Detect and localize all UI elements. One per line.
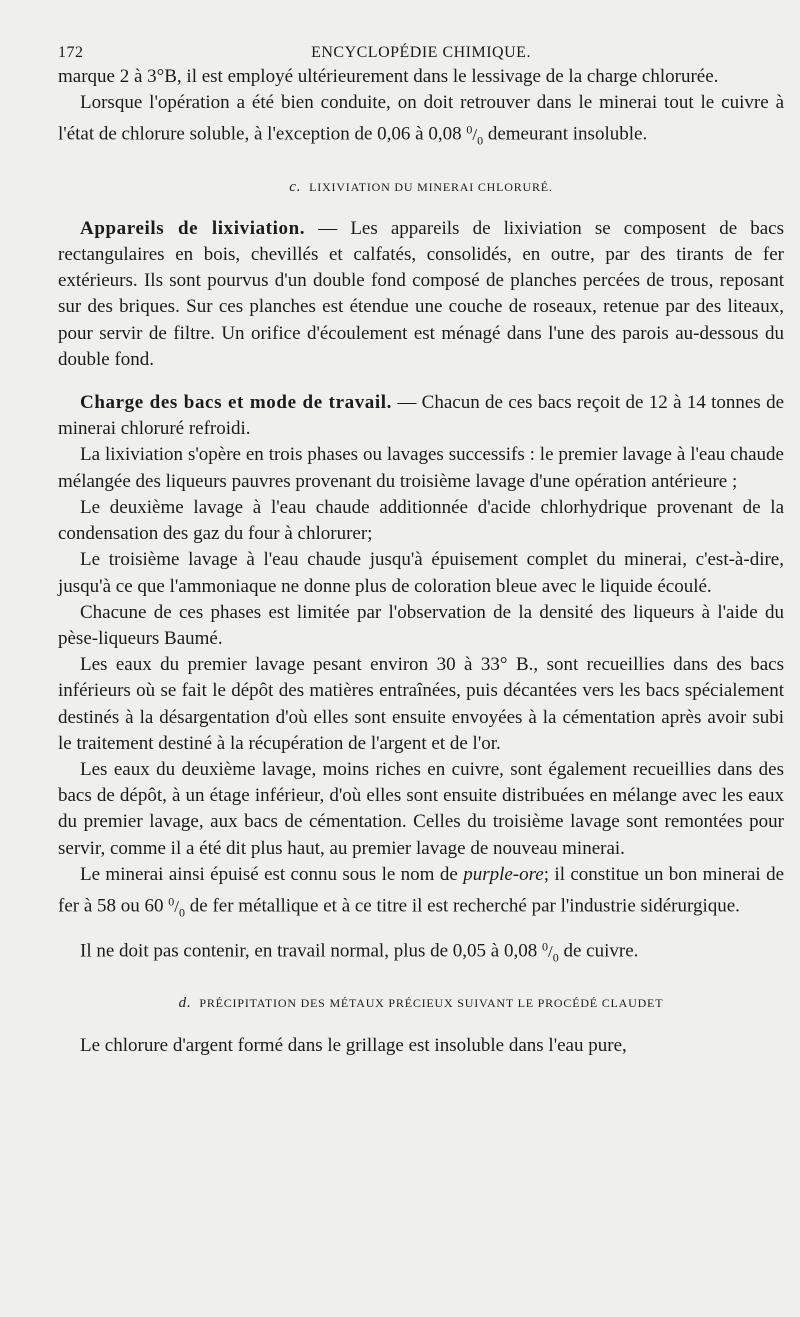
paragraph-appareils [58,216,784,373]
paragraph-cuivre-limit: Il ne doit pas contenir, en travail normal, plus de 0,05 à 0,08 $^0/_0$ de cuivre. [80,939,639,965]
section-title-c: LIXIVIATION DU MINERAI CHLORURÉ. [309,179,553,194]
percent-sign: $^0/_0$ [168,893,186,919]
paragraph-deuxieme-lavage: Le deuxième lavage à l'eau chaude additionnée d'acide chlorhydrique provenant de la condensation des gaz du four à chlorurer; [58,496,784,545]
percent-sign: $^0/_0$ [466,122,484,148]
paragraph-2-end: demeurant insoluble. [487,124,648,146]
runin-heading-appareils: Appareils de lixiviation. [80,217,306,239]
running-title: ENCYCLOPÉDIE CHIMIQUE. [311,44,531,61]
paragraph-lixiviation-phases: La lixiviation s'opère en trois phases ou lavages successifs : le premier lavage à l'eau chaude mélangée des liqueurs pauvres provenant du troisième lavage d'une opération antérieure ; [58,444,784,492]
paragraph-phases-limit: Chacune de ces phases est limitée par l'observation de la densité des liqueurs à l'aide du pèse-liqueurs Baumé. [58,601,784,649]
section-heading-d [58,990,784,1016]
paragraph-deuxieme-lavage-eaux: Les eaux du deuxième lavage, moins riches en cuivre, sont également recueillies dans des bacs de dépôt, à un étage inférieur, d'où elles sont ensuite distribuées en mélange avec les eaux du premier lavage, aux bacs de cémentation. Celles du troisième lavage sont remontées pour servir, comme il a été dit plus haut, au premier lavage de nouveau minerai. [58,758,784,859]
section-title-d: PRÉCIPITATION DES MÉTAUX PRÉCIEUX SUIVANT LE PROCÉDÉ CLAUDET [199,996,664,1011]
paragraph-2-text: Lorsque l'opération a été bien conduite, on doit retrouver dans le minerai tout le cuivre à l'état de chlorure soluble, à l'exception de 0,06 à 0,08 [58,92,784,146]
section-letter-d: d. [178,995,192,1012]
runin-heading-charge: Charge des bacs et mode de travail. [80,392,393,414]
paragraph-troisieme-lavage: Le troisième lavage à l'eau chaude jusqu'à épuisement complet du minerai, c'est-à-dire, jusqu'à ce que l'ammoniaque ne donne plus de coloration bleue avec le liquide écoulé. [58,549,784,597]
document-body [58,64,784,1059]
term-purple-ore: purple-ore [463,863,544,885]
section-letter-c: c. [289,178,302,195]
paragraph-charge-text: — Chacun de ces bacs reçoit de 12 à 14 tonnes de minerai chloruré refroidi. [58,392,784,440]
percent-sign: $^0/_0$ [541,939,559,965]
page-header [58,36,784,64]
paragraph-premier-lavage-eaux: Les eaux du premier lavage pesant environ 30 à 33° B., sont recueillies dans des bacs inférieurs où se fait le dépôt des matières entraînées, puis décantées vers les bacs spécialement destinés à la désargentation d'où elles sont ensuite envoyées à la cémentation après avoir subi le traitement destiné à la récupération de l'argent et de l'or. [58,654,784,754]
paragraph-2 [58,90,784,153]
section-heading-c [58,174,784,200]
paragraph-charge [58,390,784,442]
paragraph-1: marque 2 à 3°B, il est employé ultérieurement dans le lessivage de la charge chlorurée. [58,66,719,87]
page-number: 172 [58,44,84,61]
paragraph-purple-ore: Le minerai ainsi épuisé est connu sous le nom de purple-ore; il constitue un bon minerai de fer à 58 ou 60 $^0/_0$ de fer métallique et à ce titre il est recherché par l'industrie sidérurgique. [58,863,785,919]
paragraph-appareils-text: — Les appareils de lixiviation se composent de bacs rectangulaires en bois, chevillés et calfatés, consolidés, en outre, par des tirants de fer extérieurs. Ils sont pourvus d'un double fond composé de planches percées de trous, reposant sur des briques. Sur ces planches est étendue une couche de roseaux, retenue par des liteaux, pour servir de filtre. Un orifice d'écoulement est ménagé dans l'une des parois au-dessous du double fond. [58,217,785,370]
document-page [58,36,784,1296]
paragraph-chlorure-argent: Le chlorure d'argent formé dans le grillage est insoluble dans l'eau pure, [80,1034,627,1056]
